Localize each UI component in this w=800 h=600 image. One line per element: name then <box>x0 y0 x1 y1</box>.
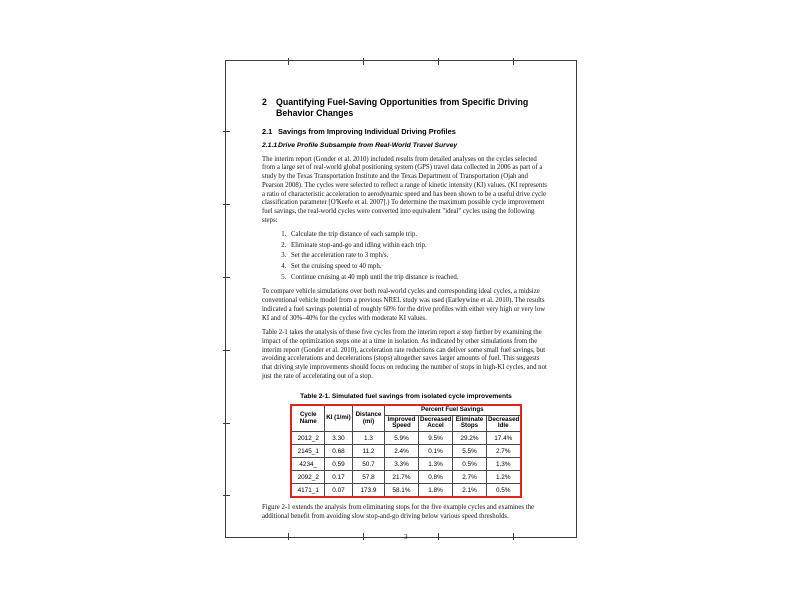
subsubsection-heading <box>262 141 550 150</box>
list-item: 4. Set the cruising speed to 40 mph. <box>288 263 550 272</box>
cell-ki: 0.59 <box>324 458 352 471</box>
subsubsection-title: Drive Profile Subsample from Real-World Travel Survey <box>278 142 458 149</box>
fuel-savings-table <box>290 404 521 498</box>
cell-decreased-accel: 0.1% <box>418 445 452 458</box>
cell-eliminate-stops: 2.7% <box>452 471 486 484</box>
cell-cycle-name: 4234_ <box>291 458 324 471</box>
cell-cycle-name: 2012_2 <box>291 432 324 445</box>
cell-distance: 57.8 <box>352 471 384 484</box>
ideal-cycle-steps-list <box>262 231 550 283</box>
cell-eliminate-stops: 2.1% <box>452 484 486 498</box>
table-row <box>291 471 520 484</box>
cell-decreased-accel: 1.8% <box>418 484 452 498</box>
cell-eliminate-stops: 29.2% <box>452 432 486 445</box>
cell-ki: 0.68 <box>324 445 352 458</box>
cell-distance: 173.9 <box>352 484 384 498</box>
table-header-row <box>291 405 520 415</box>
list-item: 1. Calculate the trip distance of each sample trip. <box>288 231 550 240</box>
cell-decreased-accel: 9.5% <box>418 432 452 445</box>
cell-distance: 50.7 <box>352 458 384 471</box>
frame-tick <box>223 495 230 496</box>
frame-tick <box>223 423 230 424</box>
cell-cycle-name: 4171_1 <box>291 484 324 498</box>
list-item: 3. Set the acceleration rate to 3 mph/s. <box>288 252 550 261</box>
cell-decreased-accel: 1.3% <box>418 458 452 471</box>
cell-improved-speed: 58.1% <box>384 484 418 498</box>
cell-decreased-idle: 0.5% <box>486 484 520 498</box>
cell-ki: 0.07 <box>324 484 352 498</box>
frame-tick <box>513 58 514 65</box>
table-header-eliminate-stops: Eliminate Stops <box>452 415 486 432</box>
table-header-decreased-idle: Decreased Idle <box>486 415 520 432</box>
cell-ki: 0.17 <box>324 471 352 484</box>
table-row <box>291 458 520 471</box>
cell-improved-speed: 3.3% <box>384 458 418 471</box>
frame-tick <box>223 277 230 278</box>
cell-eliminate-stops: 0.5% <box>452 458 486 471</box>
page-frame <box>225 60 577 542</box>
cell-decreased-idle: 1.2% <box>486 471 520 484</box>
frame-tick <box>223 131 230 132</box>
table-row <box>291 484 520 498</box>
table-header-distance: Distance (mi) <box>352 405 384 432</box>
cell-decreased-accel: 0.8% <box>418 471 452 484</box>
cell-distance: 1.3 <box>352 432 384 445</box>
frame-tick <box>223 204 230 205</box>
frame-tick <box>223 350 230 351</box>
cell-cycle-name: 2092_2 <box>291 471 324 484</box>
cell-eliminate-stops: 5.5% <box>452 445 486 458</box>
table-header-decreased-accel: Decreased Accel <box>418 415 452 432</box>
section-title: Quantifying Fuel-Saving Opportunities from Specific Driving Behavior Changes <box>276 97 529 118</box>
list-item: 5. Continue cruising at 40 mph until the trip distance is reached. <box>288 274 550 283</box>
subsection-number: 2.1 <box>262 127 273 136</box>
cell-cycle-name: 2145_1 <box>291 445 324 458</box>
cell-improved-speed: 5.9% <box>384 432 418 445</box>
list-item: 2. Eliminate stop-and-go and idling within each trip. <box>288 242 550 251</box>
frame-tick <box>438 58 439 65</box>
table-row <box>291 432 520 445</box>
subsubsection-number: 2.1.1 <box>262 142 278 149</box>
section-heading <box>262 97 550 119</box>
cell-decreased-idle: 17.4% <box>486 432 520 445</box>
table-header-improved-speed: Improved Speed <box>384 415 418 432</box>
subsection-title: Savings from Improving Individual Driving Profiles <box>278 127 456 136</box>
table-row <box>291 445 520 458</box>
cell-ki: 3.30 <box>324 432 352 445</box>
cell-decreased-idle: 1.3% <box>486 458 520 471</box>
document-page <box>262 97 550 541</box>
section-number: 2 <box>262 97 267 107</box>
cell-decreased-idle: 2.7% <box>486 445 520 458</box>
cell-improved-speed: 2.4% <box>384 445 418 458</box>
body-paragraph-2: To compare vehicle simulations over both real-world cycles and corresponding ideal cycles, a midsize conventional vehicle model from a previous NREL study was used (Earleywine et al. 2010). The results indicated a fuel savings potential of roughly 60% for the drive profiles with either very high or very low KI and of 30%–40% for the cycles with moderate KI values. <box>262 288 546 322</box>
body-paragraph-1: The interim report (Gonder et al. 2010) included results from detailed analyses on the cycles selected from a large set of real-world global positioning system (GPS) travel data collected in 2006 as part of a study by the Texas Transportation Institute and the Texas Department of Transportation (Ojah and Pearson 2008). The cycles were selected to reflect a range of kinetic intensity (KI) values. (KI represents a ratio of characteristic acceleration to aerodynamic speed and has been shown to be a useful drive cycle classification parameter [O'Keefe et al. 2007].) To determine the maximum possible cycle improvement fuel savings, the real-world cycles were converted into equivalent "ideal" cycles using the following steps: <box>262 155 547 225</box>
table-header-group: Percent Fuel Savings <box>384 405 520 415</box>
table-caption: Table 2-1. Simulated fuel savings from isolated cycle improvements <box>300 392 512 400</box>
table-header-ki: KI (1/mi) <box>324 405 352 432</box>
page-number: 3 <box>404 534 408 542</box>
cell-improved-speed: 21.7% <box>384 471 418 484</box>
frame-tick <box>363 58 364 65</box>
body-paragraph-3: Table 2-1 takes the analysis of these five cycles from the interim report a step further by examining the impact of the optimization steps one at a time in isolation. As indicated by other simulations from the interim report (Gonder et al. 2010), acceleration rate reductions can deliver some small fuel savings, but avoiding accelerations and decelerations (stops) altogether saves larger amounts of fuel. This suggests that driving style improvements should focus on reducing the number of stops in high-KI cycles, and not just the rate of accelerating out of a stop. <box>262 329 547 381</box>
subsection-heading <box>262 127 550 136</box>
table-header-cycle-name: Cycle Name <box>291 405 324 432</box>
body-paragraph-4: Figure 2-1 extends the analysis from eliminating stops for the five example cycles and examines the additional benefit from avoiding slow stop-and-go driving below various speed thresholds. <box>262 503 534 520</box>
frame-tick <box>288 58 289 65</box>
cell-distance: 11.2 <box>352 445 384 458</box>
